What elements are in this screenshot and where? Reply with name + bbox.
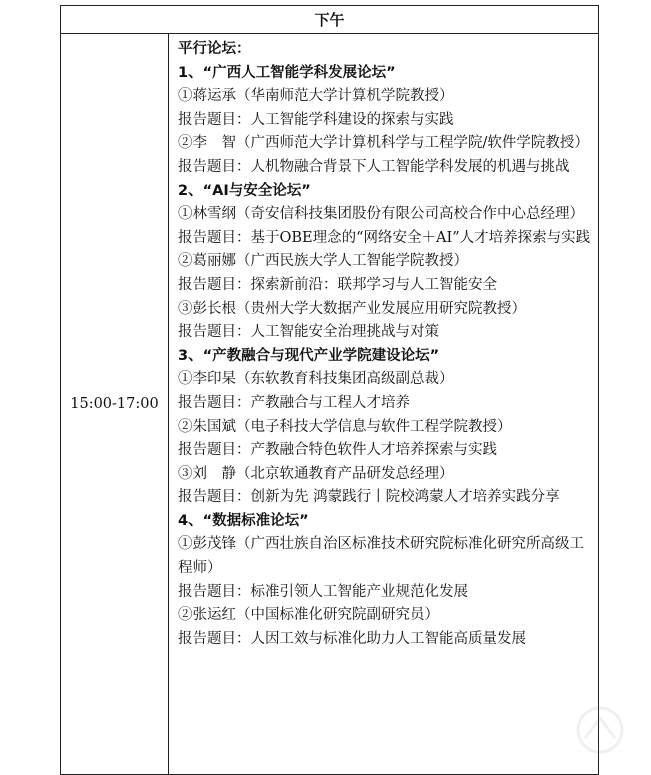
forum-line: 报告题目：标准引领人工智能产业规范化发展 (178, 583, 468, 600)
forum-line: ③彭长根（贵州大学大数据产业发展应用研究院教授） (178, 300, 526, 317)
forum-line: ②李 智（广西师范大学计算机科学与工程学院/软件学院教授） (178, 135, 589, 152)
forum-line: 报告题目：探索新前沿：联邦学习与人工智能安全 (178, 276, 497, 293)
forum-content (169, 35, 598, 651)
forum-line: 报告题目：人工智能安全治理挑战与对策 (178, 324, 439, 341)
forum-heading: 1、“广西人工智能学科发展论坛” (178, 64, 396, 81)
forum-line: 报告题目：创新为先 鸿蒙践行丨院校鸿蒙人才培养实践分享 (178, 489, 560, 506)
table-header-afternoon: 下午 (61, 6, 598, 34)
forum-line: 报告题目：基于OBE理念的“网络安全＋AI”人才培养探索与实践 (178, 229, 591, 246)
forum-heading: 平行论坛： (178, 41, 251, 57)
forum-heading: 2、“AI与安全论坛” (178, 182, 311, 199)
forum-line: 报告题目：产教融合特色软件人才培养探索与实践 (178, 442, 497, 459)
forum-line: ①林雪纲（奇安信科技集团股份有限公司高校合作中心总经理） (178, 206, 584, 223)
watermark-logo (555, 700, 645, 760)
forum-heading: 4、“数据标准论坛” (178, 512, 309, 529)
forum-line: ②葛丽娜（广西民族大学人工智能学院教授） (178, 253, 468, 270)
forum-line: ③刘 静（北京软通教育产品研发总经理） (178, 465, 454, 482)
forum-line: ②朱国斌（电子科技大学信息与软件工程学院教授） (178, 418, 512, 435)
forum-line: 报告题目：人因工效与标准化助力人工智能高质量发展 (178, 630, 526, 647)
schedule-table (60, 5, 599, 775)
forum-line: ②张运红（中国标准化研究院副研究员） (178, 607, 439, 624)
forum-heading: 3、“产教融合与现代产业学院建设论坛” (178, 347, 440, 364)
forum-line: ①蒋运承（华南师范大学计算机学院教授） (178, 88, 454, 105)
forum-line: 报告题目：人工智能学科建设的探索与实践 (178, 111, 454, 128)
forum-line: ①彭茂锋（广西壮族自治区标准技术研究院标准化研究所高级工程师） (178, 536, 584, 577)
forum-line: ①李印杲（东软教育科技集团高级副总裁） (178, 371, 454, 388)
forum-line: 报告题目：人机物融合背景下人工智能学科发展的机遇与挑战 (178, 158, 570, 175)
time-slot: 15:00-17:00 (61, 34, 169, 774)
forum-line: 报告题目：产教融合与工程人才培养 (178, 394, 410, 411)
